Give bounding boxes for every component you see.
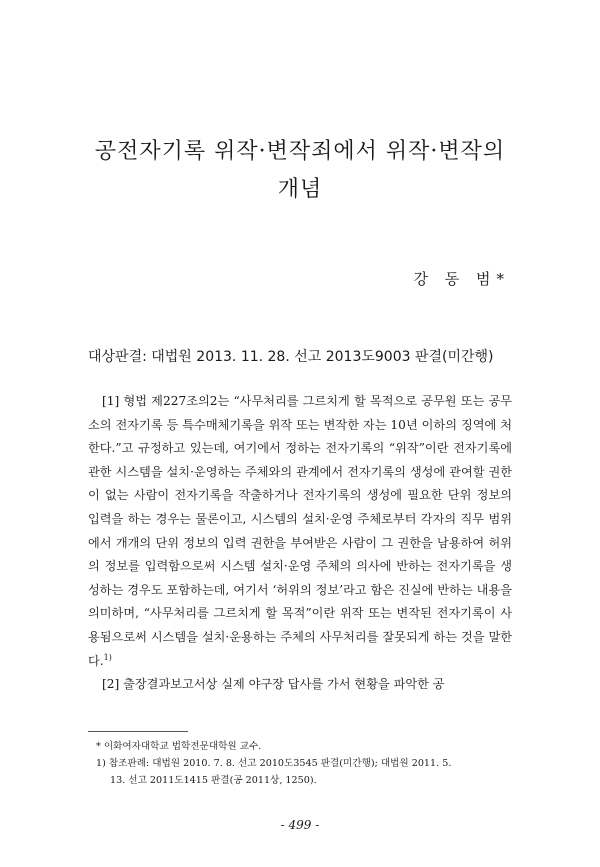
body-text <box>88 390 512 697</box>
title-line-2: 개념 <box>277 176 323 202</box>
paragraph-1-text: [1] 형법 제227조의2는 “사무처리를 그르치게 할 목적으로 공무원 또는 공무소의 전자기록 등 특수매체기록을 위작 또는 변작한 자는 10년 이하의 징역에 처한다.”고 규정하고 있는데, 여기에서 정하는 전자기록의 “위작”이란 전자기록에 관한 시스템을 설치·운영하는 주체와의 관계에서 전자기록의 생성에 관여할 권한이 없는 사람이 전자기록을 작출하거나 전자기록의 생성에 필요한 단위 정보의 입력을 하는 경우는 물론이고, 시스템의 설치·운영 주체로부터 각자의 직무 범위에서 개개의 단위 정보의 입력 권한을 부여받은 사람이 그 권한을 남용하여 허위의 정보를 입력함으로써 시스템 설치·운영 주체의 의사에 반하는 전자기록을 생성하는 경우도 포함하는데, 여기서 ‘허위의 정보’라고 함은 진실에 반하는 내용을 의미하며, “사무처리를 그르치게 할 목적”이란 위작 또는 변작된 전자기록이 사용됨으로써 시스템을 설치·운용하는 주체의 사무처리를 잘못되게 하는 것을 말한다. <box>88 394 512 668</box>
title-line-1: 공전자기록 위작·변작죄에서 위작·변작의 <box>94 138 506 164</box>
paragraph-1 <box>88 390 512 673</box>
page-number: - 499 - <box>280 818 320 832</box>
footnote-divider <box>88 731 188 732</box>
paragraph-2: [2] 출장결과보고서상 실제 야구장 답사를 가서 현황을 파악한 공 <box>102 677 445 692</box>
footnotes <box>96 738 512 789</box>
article-title <box>60 133 540 209</box>
footnote-ref-1[interactable]: 1) <box>103 652 112 662</box>
footnote-1-line-1: 1) 참조판례: 대법원 2010. 7. 8. 선고 2010도3545 판결(미간행); 대법원 2011. 5. <box>96 758 452 769</box>
target-case: 대상판결: 대법원 2013. 11. 28. 선고 2013도9003 판결(미간행) <box>88 349 494 365</box>
footnote-author: * 이화여자대학교 법학전문대학원 교수. <box>96 741 262 752</box>
author-name: 강 동 범* <box>413 270 510 288</box>
footnote-1-line-2: 13. 선고 2011도1415 판결(공 2011상, 1250). <box>110 775 317 786</box>
